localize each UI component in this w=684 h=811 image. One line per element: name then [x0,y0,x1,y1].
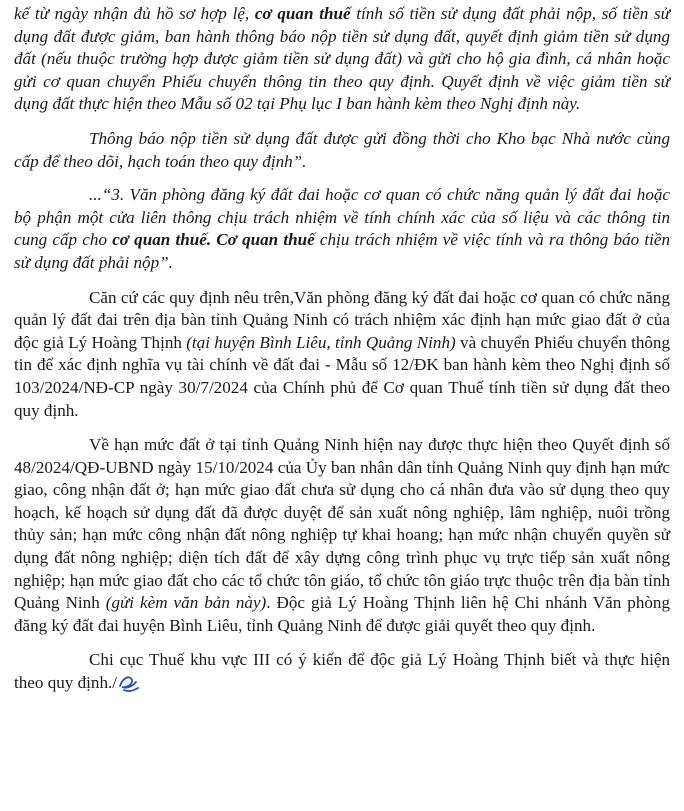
paragraph-land-limit [14,434,670,637]
paragraph-treasury-notice: Thông báo nộp tiền sử dụng đất được gửi đồng thời cho Kho bạc Nhà nước cùng cấp để theo dõi, hạch toán theo quy định”. [14,128,670,171]
text-segment: ...“3. Văn phòng đăng ký đất đai hoặc cơ quan có chức năng quản lý đất đai hoặc bộ phận một cửa liên thông chịu trách nhiệm về tính chính xác của số liệu và các thông tin cung cấp cho [14,185,670,250]
punctuation: . [206,230,217,250]
text-segment: kể từ ngày nhận đủ hồ sơ hợp lệ, [14,4,255,23]
text-segment: Căn cứ các quy định nêu trên,Văn phòng đăng ký đất đai hoặc cơ quan có chức năng quản lý đất đai trên địa bàn tỉnh Quảng Ninh có trách nhiệm xác định hạn mức giao đất ở của độc giả Lý Hoàng Thịnh [14,287,670,352]
location-note: (tại huyện Bình Liêu, tỉnh Quảng Ninh) [186,332,456,352]
emphasis-tax-authority: Cơ quan thuế [216,230,315,250]
paragraph-basis [14,287,670,423]
paragraph-land-office-responsibility [14,184,670,274]
closing-text: Chi cục Thuế khu vực III có ý kiến để độc giả Lý Hoàng Thịnh biết và thực hiện theo quy định./ [14,650,670,693]
paragraph-closing [14,649,670,694]
text-segment: Về hạn mức đất ở tại tỉnh Quảng Ninh hiện nay được thực hiện theo Quyết định số 48/2024/QĐ-UBND ngày 15/10/2024 của Ủy ban nhân dân tỉnh Quảng Ninh quy định hạn mức giao, công nhận đất ở; hạn mức giao đất chưa sử dụng cho cá nhân đưa vào sử dụng theo quy hoạch, kế hoạch sử dụng đất đã được duyệt để sản xuất nông nghiệp, lâm nghiệp, nuôi trồng thủy sản; hạn mức công nhận đất nông nghiệp tự khai hoang; hạn mức nhận chuyển quyền sử dụng đất nông nghiệp; diện tích đất để xây dựng công trình phục vụ trực tiếp sản xuất nông nghiệp; hạn mức giao đất cho các tổ chức tôn giáo, tổ chức tôn giáo trực thuộc trên địa bàn tỉnh Quảng Ninh [14,435,670,613]
text-segment: . Độc giả Lý Hoàng Thịnh liên hệ Chi nhánh Văn phòng đăng ký đất đai huyện Bình Liêu, tỉnh Quảng Ninh để được giải quyết theo quy định. [14,593,671,635]
emphasis-tax-authority: cơ quan thuế [112,230,207,250]
attachment-note: (gửi kèm văn bản này) [105,593,267,613]
handwritten-initials-icon [117,673,141,693]
text-segment: và chuyển Phiếu chuyển thông tin để xác định nghĩa vụ tài chính về đất đai - Mẫu số 12/ĐK ban hành kèm theo Nghị định số 103/2024/NĐ-CP ngày 30/7/2024 của Chính phủ để Cơ quan Thuế tính tiền sử dụng đất theo quy định. [14,332,671,420]
emphasis-tax-authority: cơ quan thuế [254,4,351,23]
text-segment: tính số tiền sử dụng đất phải nộp, số tiền sử dụng đất được giảm, ban hành thông báo nộp tiền sử dụng đất, quyết định giảm tiền sử dụng đất (nếu thuộc trường hợp được giảm tiền sử dụng đất) và gửi cho hộ gia đình, cá nhân hoặc gửi cơ quan chuyển Phiếu chuyển thông tin theo quy định. Quyết định về việc giảm tiền sử dụng đất thực hiện theo Mẫu số 02 tại Phụ lục I ban hành kèm theo Nghị định này. [14,4,670,114]
paragraph-tax-authority-duty [14,3,670,116]
text-segment: chịu trách nhiệm về việc tính và ra thông báo tiền sử dụng đất phải nộp”. [14,230,671,272]
